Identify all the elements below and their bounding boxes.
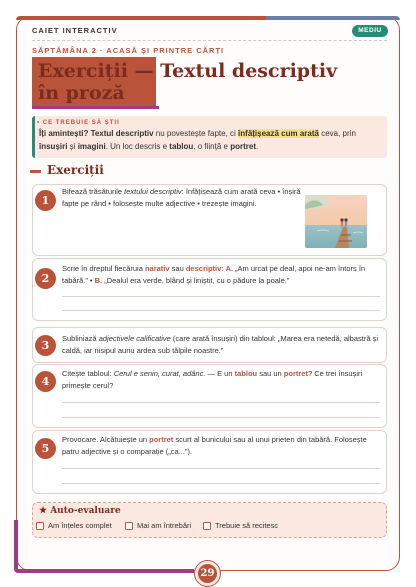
- answer-line[interactable]: [62, 310, 380, 311]
- text-part: narativ: [144, 264, 170, 273]
- text-part: ? Ce trei însușiri primește cerul?: [62, 369, 363, 390]
- text-part: sau un: [257, 369, 284, 378]
- exercise-number: 1: [35, 190, 56, 211]
- week-label: SĂPTĂMÂNA 2 · ACASĂ ȘI PRINTRE CĂRȚI: [32, 46, 225, 55]
- text-part: Citește tabloul:: [62, 369, 114, 378]
- note-part: și: [67, 142, 78, 151]
- self-eval-option-3[interactable]: [203, 521, 278, 530]
- text-part: portret: [149, 435, 174, 444]
- title-underline: [32, 106, 159, 109]
- exercise-text-4: [62, 368, 380, 392]
- exercise-number: 3: [35, 335, 56, 356]
- note-term: imagini: [77, 142, 106, 151]
- note-part: .: [255, 142, 259, 151]
- text-part: — E un: [205, 369, 235, 378]
- text-part: descriptiv: [185, 264, 222, 273]
- note-part: . Un loc descris e: [105, 142, 170, 151]
- self-eval-option-2[interactable]: [125, 521, 191, 530]
- beach-illustration: [305, 195, 367, 248]
- series-label: CAIET INTERACTIV: [32, 26, 118, 35]
- text-part: Provocare. Alcătuiește un: [62, 435, 150, 444]
- exercises-heading: Exerciții: [47, 163, 104, 177]
- exercise-text-3: [62, 333, 380, 357]
- text-part: Cerul e senin, curat, adânc.: [113, 369, 206, 378]
- text-part: tablou: [234, 369, 258, 378]
- top-accent-bar-secondary: [266, 16, 400, 20]
- checkbox[interactable]: [203, 522, 211, 530]
- note-part: ceva, prin: [318, 129, 356, 138]
- note-term: portret: [230, 142, 256, 151]
- text-part: A.: [225, 264, 233, 273]
- page-title: Exerciții — Textul descriptiv în proză: [38, 60, 338, 104]
- info-box-text: [39, 127, 379, 153]
- note-highlight: înfățișează cum arată: [238, 129, 319, 138]
- text-part: adjectivele calificative: [98, 334, 171, 343]
- option-label: Trebuie să recitesc: [215, 521, 279, 530]
- answer-line[interactable]: [62, 402, 380, 403]
- answer-line[interactable]: [62, 468, 380, 469]
- exercise-number: 2: [35, 268, 56, 289]
- note-part: nu povestește fapte, ci: [153, 129, 239, 138]
- exercise-text-2: [62, 263, 380, 287]
- text-part: portret: [283, 369, 308, 378]
- answer-line[interactable]: [62, 483, 380, 484]
- checkbox[interactable]: [36, 522, 44, 530]
- note-part: , o ființă e: [193, 142, 231, 151]
- top-accent-bar: [16, 16, 266, 20]
- left-accent-bar: [14, 520, 18, 572]
- option-label: Am înțeles complet: [48, 521, 112, 530]
- text-part: textului descriptiv: [124, 187, 182, 196]
- text-part: : înfățișează cum arată ceva • înșiră fapte pe rând • folosește multe adjective • trezește imagini.: [62, 187, 301, 208]
- header-divider: [32, 40, 387, 41]
- info-box-heading: • CE TREBUIE SĂ ȘTII: [37, 120, 120, 126]
- exercise-number: 5: [35, 438, 56, 459]
- text-part: B.: [94, 276, 103, 285]
- exercise-text-5: [62, 434, 380, 458]
- text-part: Scrie în dreptul fiecăruia: [62, 264, 145, 273]
- note-term: Textul descriptiv: [90, 129, 154, 138]
- exercise-number: 4: [35, 371, 56, 392]
- text-part: „Am urcat pe deal, apoi ne-am întors în tabără.” •: [62, 264, 366, 285]
- text-part: „Dealul era verde, blând și liniștit, cu o pădure la poale.”: [102, 276, 290, 285]
- answer-line[interactable]: [62, 296, 380, 297]
- note-term: tablou: [169, 142, 194, 151]
- text-part: (care arată însușiri) din tabloul: „Marea era netedă, albastră și caldă, iar nisipul auriu ardea sub tălpile noastre.”: [62, 334, 379, 355]
- text-part: :: [221, 264, 226, 273]
- bottom-accent-bar: [14, 569, 194, 573]
- note-part: Îți amintești?: [39, 129, 91, 138]
- exercise-text-1: [62, 186, 302, 210]
- option-label: Mai am întrebări: [137, 521, 192, 530]
- section-dash: [30, 170, 41, 173]
- checkbox[interactable]: [125, 522, 133, 530]
- level-badge: MEDIU: [352, 25, 388, 37]
- answer-line[interactable]: [62, 417, 380, 418]
- text-part: scurt al bunicului sau al unui prieten din tabără. Folosește patru adjective și o comparație („ca...”).: [62, 435, 367, 456]
- self-eval-option-1[interactable]: [36, 521, 112, 530]
- note-term: însușiri: [39, 142, 68, 151]
- text-part: Bifează trăsăturile: [62, 187, 125, 196]
- page-number: 29: [195, 561, 220, 586]
- text-part: sau: [169, 264, 186, 273]
- self-evaluation-title: ★ Auto-evaluare: [39, 506, 121, 516]
- text-part: Subliniază: [62, 334, 99, 343]
